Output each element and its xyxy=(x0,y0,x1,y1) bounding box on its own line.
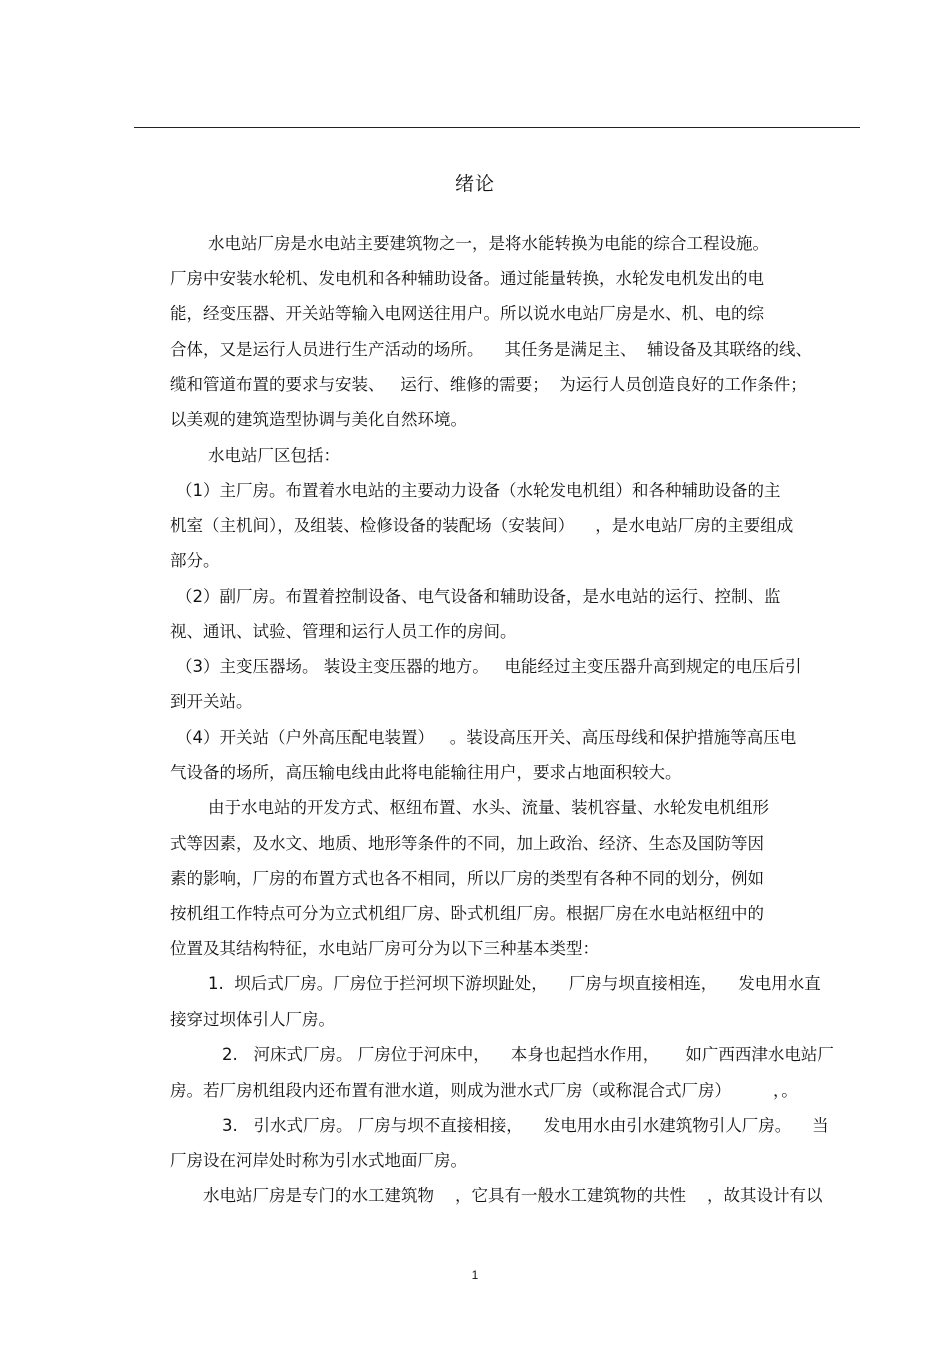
paragraph-line: 厂房中安装水轮机、发电机和各种辅助设备。通过能量转换，水轮发电机发出的电 xyxy=(170,269,764,288)
paragraph-line: 能，经变压器、开关站等输入电网送往用户。所以说水电站厂房是水、机、电的综 xyxy=(170,304,764,323)
paragraph-line: 接穿过坝体引人厂房。 xyxy=(170,1010,335,1029)
paragraph-line: 按机组工作特点可分为立式机组厂房、卧式机组厂房。根据厂房在水电站枢纽中的 xyxy=(170,904,764,923)
paragraph-line: 式等因素，及水文、地质、地形等条件的不同，加上政治、经济、生态及国防等因 xyxy=(170,834,764,853)
paragraph-line: 合体，又是运行人员进行生产活动的场所。 其任务是满足主、 辅设备及其联络的线、 xyxy=(170,340,812,359)
paragraph-line: 视、通讯、试验、管理和运行人员工作的房间。 xyxy=(170,622,517,641)
paragraph-line: 素的影响，厂房的布置方式也各不相同，所以厂房的类型有各种不同的划分，例如 xyxy=(170,869,764,888)
paragraph-line: 缆和管道布置的要求与安装、 运行、维修的需要； 为运行人员创造良好的工作条件； xyxy=(170,375,807,394)
paragraph-line: （2）副厂房。布置着控制设备、电气设备和辅助设备，是水电站的运行、控制、监 xyxy=(176,587,781,606)
paragraph-line: （4）开关站（户外高压配电装置） 。装设高压开关、高压母线和保护措施等高压电 xyxy=(176,728,797,747)
paragraph-line: 机室（主机间），及组装、检修设备的装配场（安装间） ，是水电站厂房的主要组成 xyxy=(170,516,794,535)
page-number: 1 xyxy=(471,1268,479,1282)
paragraph-line: 1. 坝后式厂房。厂房位于拦河坝下游坝趾处， 厂房与坝直接相连， 发电用水直 xyxy=(208,974,821,993)
paragraph-line: 水电站厂房是水电站主要建筑物之一，是将水能转换为电能的综合工程设施。 xyxy=(208,234,769,253)
paragraph-line: 水电站厂房是专门的水工建筑物 ，它具有一般水工建筑物的共性 ，故其设计有以 xyxy=(203,1186,823,1205)
paragraph-line: 到开关站。 xyxy=(170,692,253,711)
header-rule xyxy=(134,127,860,128)
paragraph-line: （3）主变压器场。 装设主变压器的地方。 电能经过主变压器升高到规定的电压后引 xyxy=(176,657,802,676)
paragraph-line: 2. 河床式厂房。 厂房位于河床中， 本身也起挡水作用， 如广西西津水电站厂 xyxy=(222,1045,834,1064)
paragraph-line: 水电站厂区包括： xyxy=(208,446,340,465)
paragraph-line: 由于水电站的开发方式、枢纽布置、水头、流量、装机容量、水轮发电机组形 xyxy=(208,798,769,817)
paragraph-line: 房。若厂房机组段内还布置有泄水道，则成为泄水式厂房（或称混合式厂房） ，。 xyxy=(170,1081,798,1100)
paragraph-line: 气设备的场所，高压输电线由此将电能输往用户，要求占地面积较大。 xyxy=(170,763,682,782)
paragraph-line: 厂房设在河岸处时称为引水式地面厂房。 xyxy=(170,1151,467,1170)
paragraph-line: 以美观的建筑造型协调与美化自然环境。 xyxy=(170,410,467,429)
paragraph-line: 3. 引水式厂房。 厂房与坝不直接相接， 发电用水由引水建筑物引人厂房。 当 xyxy=(222,1116,829,1135)
paragraph-line: 部分。 xyxy=(170,551,220,570)
section-title: 绪论 xyxy=(454,173,495,195)
paragraph-line: （1）主厂房。布置着水电站的主要动力设备（水轮发电机组）和各种辅助设备的主 xyxy=(176,481,781,500)
paragraph-line: 位置及其结构特征，水电站厂房可分为以下三种基本类型： xyxy=(170,939,599,958)
